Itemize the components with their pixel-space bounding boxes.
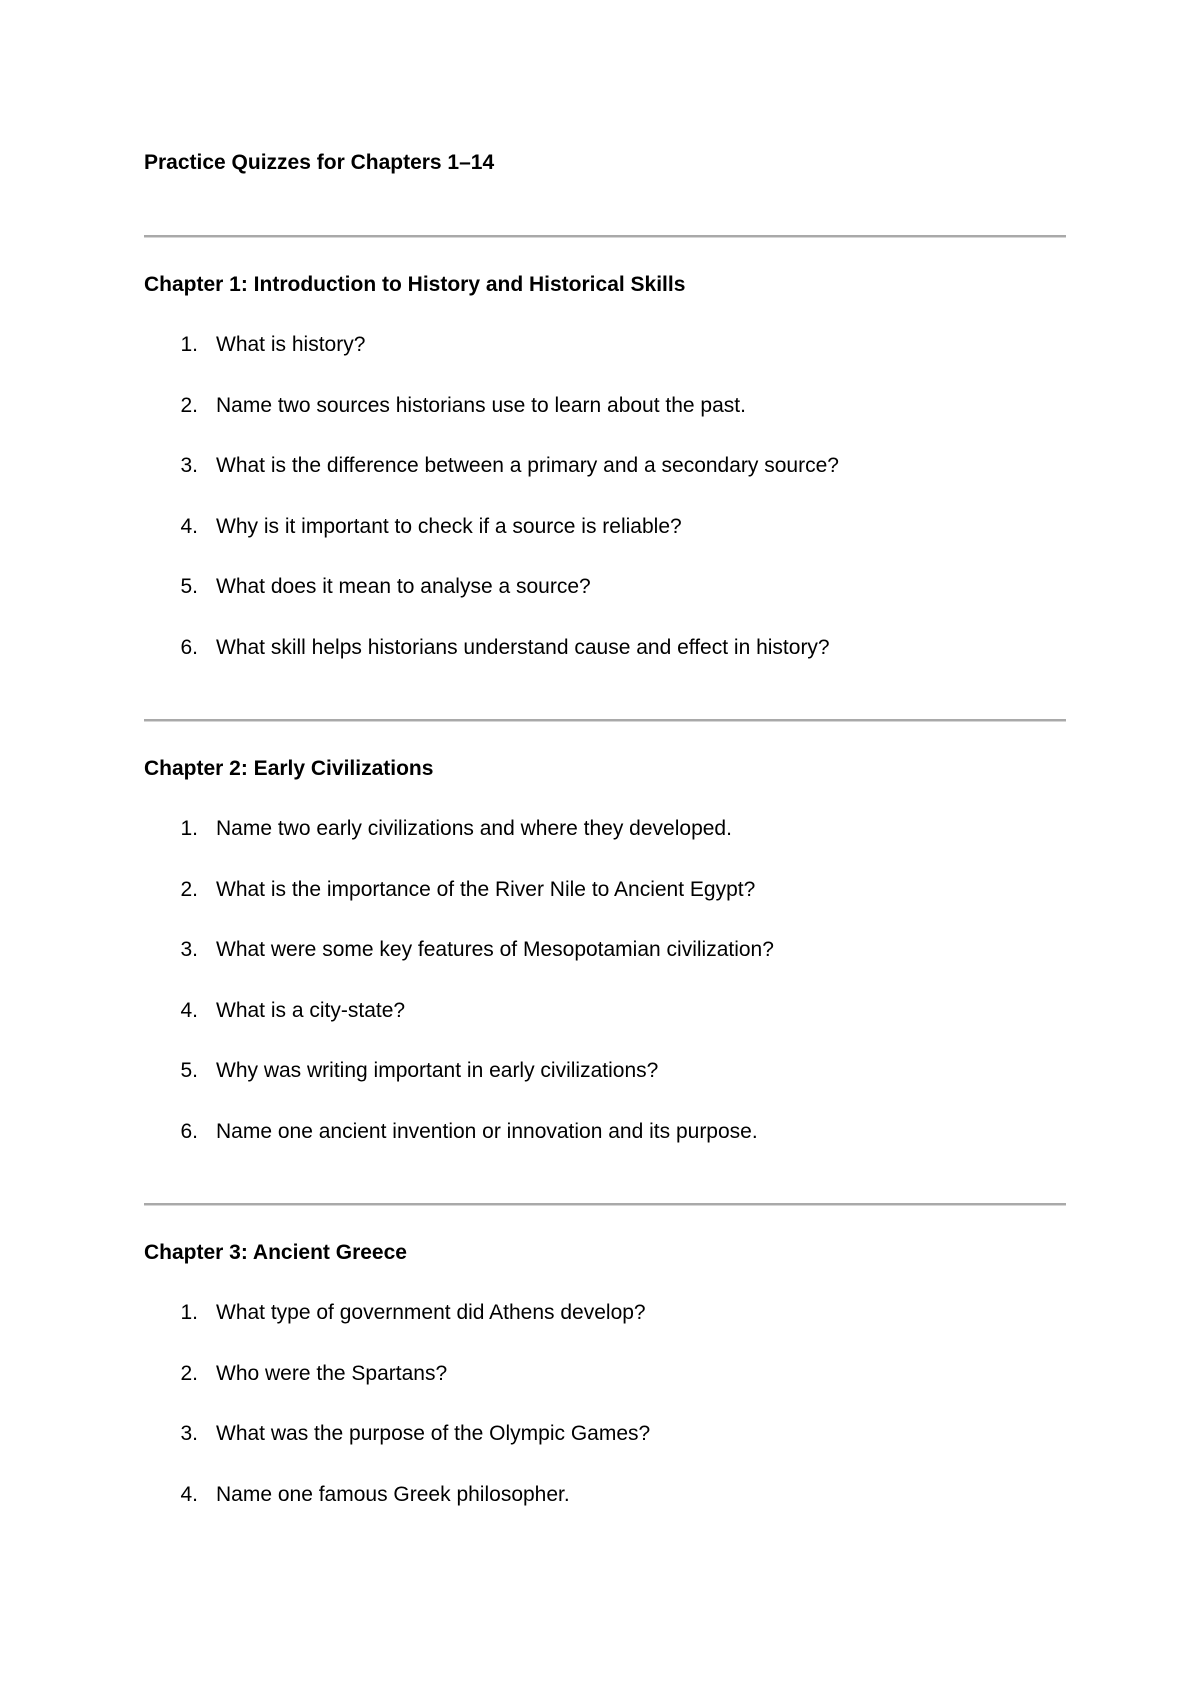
question-number: 3. (180, 1422, 198, 1445)
question-text: What is the difference between a primary and a secondary source? (216, 454, 839, 477)
question-text: What were some key features of Mesopotamian civilization? (216, 938, 774, 961)
question-text: Why was writing important in early civilizations? (216, 1059, 659, 1082)
question-number: 3. (180, 454, 198, 477)
question-text: Name two early civilizations and where they developed. (216, 817, 732, 840)
question-number: 4. (180, 515, 198, 538)
section-divider (144, 235, 1066, 238)
section-divider (144, 1203, 1066, 1206)
question-text: Why is it important to check if a source is reliable? (216, 515, 682, 538)
question-number: 2. (180, 394, 198, 417)
question-number: 1. (180, 1301, 198, 1324)
question-text: Name two sources historians use to learn about the past. (216, 394, 746, 417)
chapter-3-heading: Chapter 3: Ancient Greece (144, 1241, 407, 1264)
question-number: 5. (180, 575, 198, 598)
question-number: 4. (180, 999, 198, 1022)
question-text: What is the importance of the River Nile to Ancient Egypt? (216, 878, 756, 901)
question-text: Name one famous Greek philosopher. (216, 1483, 570, 1506)
question-number: 2. (180, 1362, 198, 1385)
section-divider (144, 719, 1066, 722)
question-text: What type of government did Athens develop? (216, 1301, 646, 1324)
question-number: 1. (180, 333, 198, 356)
question-number: 6. (180, 1120, 198, 1143)
question-text: What skill helps historians understand cause and effect in history? (216, 636, 830, 659)
question-text: Who were the Spartans? (216, 1362, 448, 1385)
question-number: 4. (180, 1483, 198, 1506)
chapter-1-heading: Chapter 1: Introduction to History and Historical Skills (144, 273, 686, 296)
question-text: What is a city-state? (216, 999, 406, 1022)
question-text: Name one ancient invention or innovation and its purpose. (216, 1120, 758, 1143)
question-text: What does it mean to analyse a source? (216, 575, 591, 598)
question-number: 3. (180, 938, 198, 961)
question-number: 1. (180, 817, 198, 840)
chapter-2-heading: Chapter 2: Early Civilizations (144, 757, 434, 780)
document-title: Practice Quizzes for Chapters 1–14 (144, 151, 495, 174)
question-text: What is history? (216, 333, 366, 356)
question-number: 2. (180, 878, 198, 901)
question-number: 5. (180, 1059, 198, 1082)
question-text: What was the purpose of the Olympic Games? (216, 1422, 651, 1445)
question-number: 6. (180, 636, 198, 659)
